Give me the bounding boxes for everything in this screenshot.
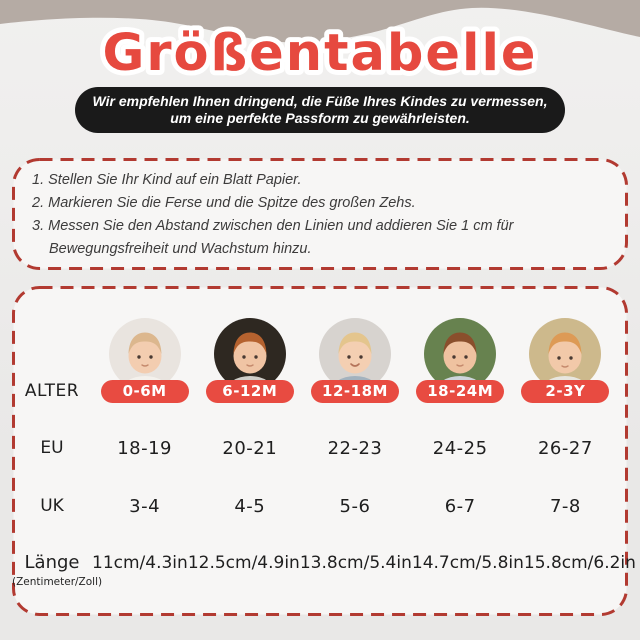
- banner-line-2: um eine perfekte Passform zu gewährleisten.: [170, 110, 470, 126]
- instruction-step-1: 1. Stellen Sie Ihr Kind auf ein Blatt Papier.: [32, 172, 302, 188]
- age-row: [12, 316, 618, 404]
- banner-line-1: Wir empfehlen Ihnen dringend, die Füße Ihres Kindes zu vermessen,: [92, 93, 548, 109]
- size-table-box: [12, 286, 636, 616]
- length-value: 11cm/4.3in: [92, 553, 188, 573]
- eu-size-value: 26-27: [537, 437, 593, 459]
- length-value: 15.8cm/6.2in: [523, 553, 636, 573]
- uk-size-value: 7-8: [549, 495, 581, 517]
- length-value: 14.7cm/5.8in: [411, 553, 524, 573]
- age-badge: 18-24M: [416, 380, 504, 403]
- length-row-header-cell: [12, 548, 103, 588]
- uk-size-value: 3-4: [129, 495, 161, 517]
- eu-row-label: EU: [40, 438, 64, 458]
- length-row-label: Länge: [24, 552, 80, 573]
- age-column-0: [92, 316, 197, 404]
- length-value: 12.5cm/4.9in: [187, 553, 300, 573]
- age-column-4: [513, 316, 618, 404]
- instruction-step-3: 3. Messen Sie den Abstand zwischen den Linien und addieren Sie 1 cm für Bewegungsfreiheit und Wachstum hinzu.: [32, 218, 514, 257]
- eu-size-value: 20-21: [222, 437, 278, 459]
- page-title: Größentabelle: [102, 24, 538, 83]
- eu-size-value: 22-23: [327, 437, 383, 459]
- eu-size-value: 24-25: [432, 437, 488, 459]
- age-row-header-cell: [12, 316, 92, 404]
- uk-size-value: 5-6: [339, 495, 371, 517]
- age-badge: 0-6M: [101, 380, 189, 403]
- length-unit-label: (Zentimeter/Zoll): [12, 576, 103, 588]
- uk-size-value: 6-7: [444, 495, 476, 517]
- uk-size-row: [12, 491, 618, 521]
- uk-size-value: 4-5: [234, 495, 266, 517]
- eu-size-value: 18-19: [117, 437, 172, 459]
- age-badge: 6-12M: [206, 380, 294, 403]
- uk-row-label: UK: [40, 496, 64, 516]
- recommendation-banner: [75, 87, 565, 133]
- page-title-wrap: [0, 12, 640, 90]
- age-column-1: [197, 316, 302, 404]
- length-value: 13.8cm/5.4in: [299, 553, 412, 573]
- age-badge: 2-3Y: [521, 380, 609, 403]
- eu-size-row: [12, 433, 618, 463]
- age-badge: 12-18M: [311, 380, 399, 403]
- instruction-step-2: 2. Markieren Sie die Ferse und die Spitze des großen Zehs.: [32, 195, 416, 211]
- age-row-label: ALTER: [24, 381, 80, 401]
- measuring-instructions-box: [12, 158, 628, 270]
- age-column-3: [408, 316, 513, 404]
- length-row: [12, 548, 636, 592]
- age-column-2: [302, 316, 407, 404]
